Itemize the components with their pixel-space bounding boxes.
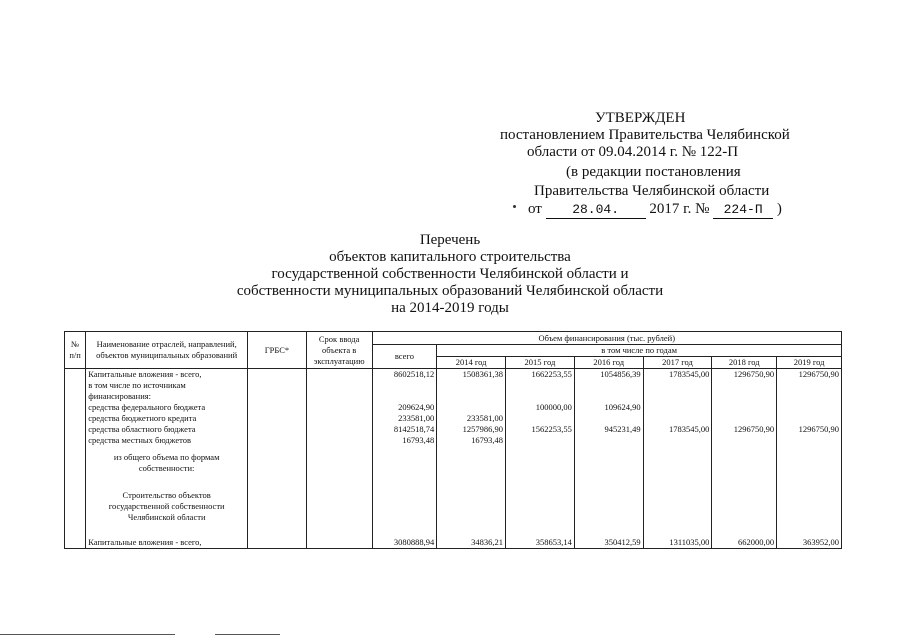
header-grbs: ГРБС* [248, 332, 307, 369]
from-label: от [528, 201, 542, 217]
cell-2018 [712, 435, 777, 446]
header-term: Срок ввода объекта в эксплуатацию [306, 332, 372, 369]
row-name: средства местных бюджетов [86, 435, 248, 446]
header-num: № п/п [65, 332, 86, 369]
row-name: Капитальные вложения - всего, [86, 369, 248, 381]
section-title: Строительство объектов государственной собственности Челябинской области [86, 480, 248, 532]
row-name: средства федерального бюджета [86, 402, 248, 413]
handwritten-date: 28.04. [546, 201, 646, 219]
cell-2015: 100000,00 [506, 402, 575, 413]
footnote-rule-left [0, 634, 175, 635]
ownership-note: из общего объема по формам собственности: [86, 446, 248, 480]
table-row [65, 435, 842, 446]
table-row [65, 413, 842, 424]
handwritten-number: 224-П [713, 201, 773, 219]
table-row [65, 380, 842, 391]
header-year-2018: 2018 год [712, 357, 777, 369]
cell-total: 233581,00 [372, 413, 437, 424]
approval-date-line [528, 201, 782, 219]
row-name: средства бюджетного кредита [86, 413, 248, 424]
cell-total: 8142518,74 [372, 424, 437, 435]
table-row [65, 446, 842, 480]
cell-2019: 1296750,90 [777, 424, 842, 435]
cell-2014: 1508361,38 [437, 369, 506, 381]
cell-2016: 350412,59 [574, 532, 643, 548]
row-name: средства областного бюджета [86, 424, 248, 435]
cell-2014: 1257986,90 [437, 424, 506, 435]
cell-total: 3080888,94 [372, 532, 437, 548]
financing-table [64, 331, 842, 549]
cell-2017: 1783545,00 [643, 424, 712, 435]
cell-2018 [712, 413, 777, 424]
table-row [65, 391, 842, 402]
approval-line-4: (в редакции постановления [566, 164, 741, 180]
table-row [65, 532, 842, 548]
cell-2014: 34836,21 [437, 532, 506, 548]
cell-2019: 1296750,90 [777, 369, 842, 381]
cell-2016: 1054856,39 [574, 369, 643, 381]
cell-2014: 16793,48 [437, 435, 506, 446]
cell-2018: 1296750,90 [712, 424, 777, 435]
approval-line-2: постановлением Правительства Челябинской [500, 127, 790, 143]
title-line-1: Перечень [419, 232, 481, 248]
cell-2017 [643, 435, 712, 446]
cell-2014: 233581,00 [437, 413, 506, 424]
approval-title: УТВЕРЖДЕН [595, 110, 686, 126]
cell-2018: 662000,00 [712, 532, 777, 548]
cell-2016 [574, 435, 643, 446]
close-paren: ) [776, 201, 782, 217]
header-incl-years: в том числе по годам [437, 345, 842, 357]
cell-2016: 945231,49 [574, 424, 643, 435]
table-row [65, 402, 842, 413]
header-year-2016: 2016 год [574, 357, 643, 369]
cell-2018 [712, 402, 777, 413]
cell-total: 8602518,12 [372, 369, 437, 381]
cell-2019 [777, 402, 842, 413]
cell-2019: 363952,00 [777, 532, 842, 548]
cell-2017 [643, 402, 712, 413]
header-name: Наименование отраслей, направлений, объектов муниципальных образований [86, 332, 248, 369]
header-year-2017: 2017 год [643, 357, 712, 369]
cell-2015: 1662253,55 [506, 369, 575, 381]
cell-2019 [777, 435, 842, 446]
cell-2015: 1562253,55 [506, 424, 575, 435]
row-name: в том числе по источникам [86, 380, 248, 391]
cell-2016: 109624,90 [574, 402, 643, 413]
cell-2016 [574, 413, 643, 424]
cell-2018: 1296750,90 [712, 369, 777, 381]
cell-2015 [506, 413, 575, 424]
ink-dot [513, 205, 516, 208]
document-title [140, 232, 760, 317]
cell-total: 209624,90 [372, 402, 437, 413]
approval-line-5: Правительства Челябинской области [534, 183, 770, 199]
cell-2014 [437, 402, 506, 413]
header-volume: Объем финансирования (тыс. рублей) [372, 332, 841, 345]
header-year-2014: 2014 год [437, 357, 506, 369]
table-row [65, 424, 842, 435]
title-line-4: собственности муниципальных образований Челябинской области [236, 283, 664, 299]
cell-2019 [777, 413, 842, 424]
header-year-2019: 2019 год [777, 357, 842, 369]
footnote-rule-right [215, 634, 280, 635]
header-year-2015: 2015 год [506, 357, 575, 369]
title-line-3: государственной собственности Челябинской области и [271, 266, 629, 282]
cell-2017: 1311035,00 [643, 532, 712, 548]
cell-2017: 1783545,00 [643, 369, 712, 381]
row-name: финансирования: [86, 391, 248, 402]
approval-line-3: области от 09.04.2014 г. № 122-П [527, 144, 739, 160]
year-number-label: 2017 г. № [649, 201, 710, 217]
cell-total: 16793,48 [372, 435, 437, 446]
row-name: Капитальные вложения - всего, [86, 532, 248, 548]
title-line-2: объектов капитального строительства [329, 249, 571, 265]
table-row [65, 369, 842, 381]
title-line-5: на 2014-2019 годы [391, 300, 509, 316]
table-row [65, 480, 842, 532]
header-total: всего [372, 345, 437, 369]
cell-2015 [506, 435, 575, 446]
cell-2015: 358653,14 [506, 532, 575, 548]
cell-2017 [643, 413, 712, 424]
